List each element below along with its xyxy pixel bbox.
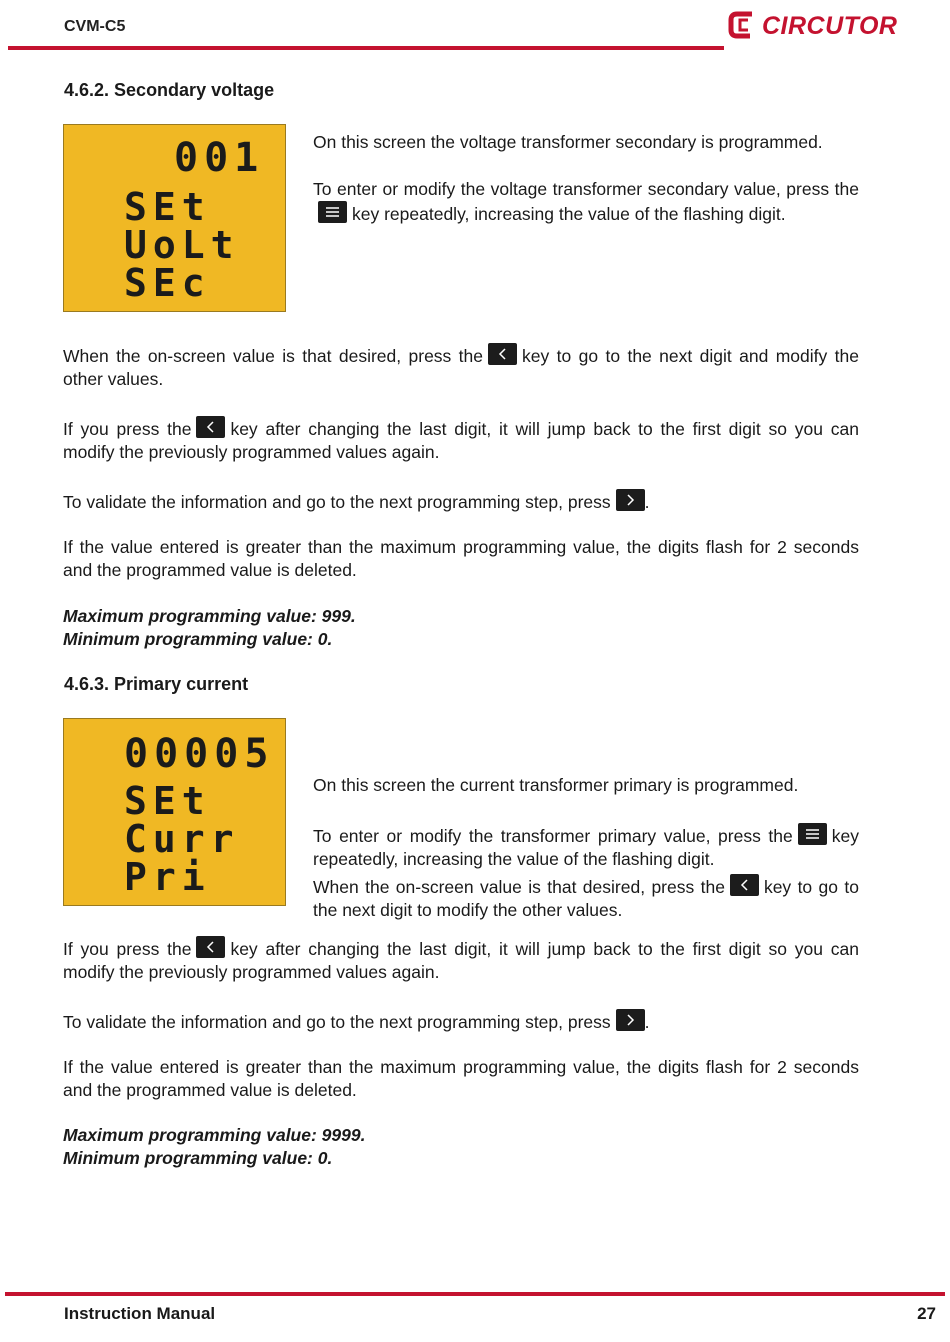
right-key-icon bbox=[616, 1009, 645, 1031]
lcd-line: SEt bbox=[124, 779, 211, 823]
circutor-logo-icon bbox=[726, 8, 760, 42]
paragraph: If the value entered is greater than the maximum programming value, the digits flash for 2 seconds and the programmed value is deleted. bbox=[63, 537, 859, 580]
lcd-line: SEt bbox=[124, 185, 211, 229]
left-key-icon bbox=[196, 416, 225, 438]
lcd-line: SEc bbox=[124, 261, 211, 305]
section-heading-primary-current: 4.6.3. Primary current bbox=[64, 674, 249, 694]
paragraph: To enter or modify the transformer primary value, press the key repeatedly, increasing the value of the flashing digit. bbox=[313, 823, 859, 871]
min-value: Minimum programming value: 0. bbox=[63, 629, 333, 649]
max-value: Maximum programming value: 9999. bbox=[63, 1125, 366, 1145]
lcd-line: Curr bbox=[124, 817, 240, 861]
lcd-line: UoLt bbox=[124, 223, 240, 267]
document-title: CVM-C5 bbox=[64, 18, 126, 35]
menu-key-icon bbox=[318, 201, 347, 223]
left-key-icon bbox=[730, 874, 759, 896]
logo-text: CIRCUTOR bbox=[762, 12, 898, 40]
footer-manual-title: Instruction Manual bbox=[64, 1304, 216, 1323]
lcd-value: 00005 bbox=[124, 731, 275, 777]
lcd-line: Pri bbox=[124, 855, 211, 899]
paragraph: When the on-screen value is that desired, press the key to go to the next digit to modify the other values. bbox=[313, 874, 859, 922]
section-heading-secondary-voltage: 4.6.2. Secondary voltage bbox=[64, 80, 275, 100]
lcd-value: 001 bbox=[174, 135, 265, 181]
paragraph: When the on-screen value is that desired, press the key to go to the next digit and modify the other values. bbox=[63, 343, 859, 391]
circutor-logo bbox=[726, 8, 902, 44]
min-value: Minimum programming value: 0. bbox=[63, 1148, 333, 1168]
lcd-display-secondary-voltage bbox=[63, 124, 286, 312]
footer-rule bbox=[5, 1292, 945, 1296]
paragraph: On this screen the current transformer primary is programmed. bbox=[313, 775, 799, 795]
right-key-icon bbox=[616, 489, 645, 511]
paragraph: If the value entered is greater than the maximum programming value, the digits flash for 2 seconds and the programmed value is deleted. bbox=[63, 1057, 859, 1100]
page-number: 27 bbox=[917, 1304, 936, 1323]
paragraph: If you press the key after changing the last digit, it will jump back to the first digit so you can modify the previously programmed values again. bbox=[63, 416, 859, 464]
menu-key-icon bbox=[798, 823, 827, 845]
paragraph: To validate the information and go to the next programming step, press . bbox=[63, 489, 859, 514]
left-key-icon bbox=[196, 936, 225, 958]
paragraph: If you press the key after changing the last digit, it will jump back to the first digit so you can modify the previously programmed values again. bbox=[63, 936, 859, 984]
header-rule bbox=[8, 46, 724, 50]
left-key-icon bbox=[488, 343, 517, 365]
paragraph: To validate the information and go to the next programming step, press . bbox=[63, 1009, 859, 1034]
paragraph: On this screen the voltage transformer secondary is programmed. bbox=[313, 132, 823, 152]
paragraph: To enter or modify the voltage transformer secondary value, press the key repeatedly, increasing the value of the flashing digit. bbox=[313, 179, 859, 224]
lcd-display-primary-current bbox=[63, 718, 286, 906]
max-value: Maximum programming value: 999. bbox=[63, 606, 356, 626]
